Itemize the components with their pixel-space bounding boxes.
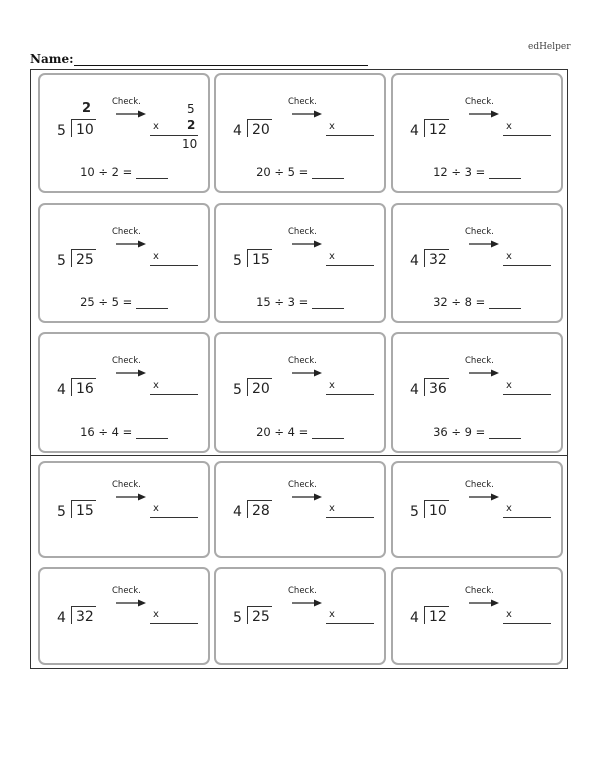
problem-card [38, 73, 210, 193]
check-arrow-icon [292, 240, 322, 248]
check-arrow-icon [116, 110, 146, 118]
check-result: 10 [182, 137, 198, 151]
times-sign: x [153, 503, 159, 514]
check-answer-line[interactable] [503, 135, 551, 136]
dividend: 36 [424, 378, 449, 396]
check-label: Check. [288, 356, 317, 366]
divisor: 5 [233, 253, 242, 269]
answer-blank[interactable] [312, 438, 344, 439]
check-label: Check. [465, 480, 494, 490]
name-input-line[interactable] [74, 65, 368, 66]
check-label: Check. [112, 227, 141, 237]
check-arrow-icon [292, 493, 322, 501]
check-answer-line[interactable] [503, 517, 551, 518]
equation-text: 20 ÷ 4 = [256, 425, 309, 439]
times-sign: x [153, 609, 159, 620]
divisor: 4 [57, 610, 66, 626]
check-label: Check. [465, 97, 494, 107]
times-sign: x [153, 380, 159, 391]
check-answer-line[interactable] [503, 394, 551, 395]
times-sign: x [329, 380, 335, 391]
check-answer-line[interactable] [326, 265, 374, 266]
equation-text: 16 ÷ 4 = [80, 425, 133, 439]
divisor: 5 [410, 504, 419, 520]
divisor: 5 [57, 504, 66, 520]
divisor: 4 [410, 123, 419, 139]
brand-label: edHelper [528, 42, 571, 52]
dividend: 28 [247, 500, 272, 518]
problem-card [38, 567, 210, 665]
divisor: 4 [57, 382, 66, 398]
equation-text: 20 ÷ 5 = [256, 165, 309, 179]
dividend: 15 [247, 249, 272, 267]
dividend: 25 [71, 249, 96, 267]
divisor: 4 [233, 123, 242, 139]
check-label: Check. [288, 480, 317, 490]
check-label: Check. [112, 97, 141, 107]
division-equation [393, 297, 561, 309]
times-sign: x [506, 121, 512, 132]
times-sign: x [506, 609, 512, 620]
check-label: Check. [465, 586, 494, 596]
check-answer-line[interactable] [326, 394, 374, 395]
section-divider [30, 455, 568, 456]
equation-text: 25 ÷ 5 = [80, 295, 133, 309]
check-arrow-icon [469, 599, 499, 607]
divisor: 5 [233, 382, 242, 398]
divisor: 5 [57, 123, 66, 139]
division-equation [40, 427, 208, 439]
division-equation [393, 167, 561, 179]
problem-card [38, 332, 210, 453]
division-equation [216, 167, 384, 179]
dividend: 32 [424, 249, 449, 267]
dividend: 16 [71, 378, 96, 396]
equation-text: 10 ÷ 2 = [80, 165, 133, 179]
check-answer-line[interactable] [150, 135, 198, 136]
division-equation [40, 297, 208, 309]
times-sign: x [153, 121, 159, 132]
check-arrow-icon [116, 240, 146, 248]
divisor: 4 [233, 504, 242, 520]
answer-blank[interactable] [136, 308, 168, 309]
check-label: Check. [112, 586, 141, 596]
check-label: Check. [288, 97, 317, 107]
check-answer-line[interactable] [503, 265, 551, 266]
problem-card [38, 461, 210, 558]
division-equation [40, 167, 208, 179]
times-sign: x [506, 503, 512, 514]
check-arrow-icon [116, 599, 146, 607]
divisor: 4 [410, 382, 419, 398]
problem-card [391, 203, 563, 323]
divisor: 4 [410, 610, 419, 626]
check-arrow-icon [116, 493, 146, 501]
times-sign: x [329, 121, 335, 132]
problem-card [214, 567, 386, 665]
dividend: 20 [247, 119, 272, 137]
check-arrow-icon [116, 369, 146, 377]
check-arrow-icon [469, 110, 499, 118]
answer-blank[interactable] [489, 308, 521, 309]
division-equation [216, 427, 384, 439]
dividend: 15 [71, 500, 96, 518]
problem-card [38, 203, 210, 323]
answer-blank[interactable] [489, 438, 521, 439]
problem-card [214, 73, 386, 193]
check-arrow-icon [469, 240, 499, 248]
check-arrow-icon [469, 369, 499, 377]
name-label: Name: [30, 52, 74, 66]
check-label: Check. [465, 227, 494, 237]
equation-text: 32 ÷ 8 = [433, 295, 486, 309]
times-sign: x [329, 251, 335, 262]
check-answer-line[interactable] [326, 623, 374, 624]
dividend: 20 [247, 378, 272, 396]
dividend: 10 [424, 500, 449, 518]
answer-blank[interactable] [489, 178, 521, 179]
check-label: Check. [112, 480, 141, 490]
check-arrow-icon [469, 493, 499, 501]
check-multiplier: 2 [187, 118, 196, 132]
answer-blank[interactable] [136, 438, 168, 439]
check-answer-line[interactable] [150, 517, 198, 518]
check-arrow-icon [292, 110, 322, 118]
answer-blank[interactable] [312, 308, 344, 309]
check-label: Check. [465, 356, 494, 366]
check-answer-line[interactable] [150, 394, 198, 395]
problem-card [214, 461, 386, 558]
dividend: 12 [424, 119, 449, 137]
division-equation [216, 297, 384, 309]
dividend: 25 [247, 606, 272, 624]
answer-blank[interactable] [312, 178, 344, 179]
problem-card [391, 461, 563, 558]
times-sign: x [153, 251, 159, 262]
check-label: Check. [288, 586, 317, 596]
problem-card [391, 332, 563, 453]
problem-card [391, 73, 563, 193]
times-sign: x [329, 609, 335, 620]
problem-card [214, 203, 386, 323]
check-answer-line[interactable] [326, 517, 374, 518]
equation-text: 12 ÷ 3 = [433, 165, 486, 179]
times-sign: x [506, 251, 512, 262]
check-arrow-icon [292, 599, 322, 607]
times-sign: x [329, 503, 335, 514]
check-answer-line[interactable] [150, 623, 198, 624]
divisor: 4 [410, 253, 419, 269]
times-sign: x [506, 380, 512, 391]
division-equation [393, 427, 561, 439]
equation-text: 15 ÷ 3 = [256, 295, 309, 309]
equation-text: 36 ÷ 9 = [433, 425, 486, 439]
divisor: 5 [233, 610, 242, 626]
dividend: 10 [71, 119, 96, 137]
check-arrow-icon [292, 369, 322, 377]
quotient: 2 [82, 101, 92, 116]
check-label: Check. [112, 356, 141, 366]
check-answer-line[interactable] [503, 623, 551, 624]
dividend: 12 [424, 606, 449, 624]
check-answer-line[interactable] [150, 265, 198, 266]
check-answer-line[interactable] [326, 135, 374, 136]
divisor: 5 [57, 253, 66, 269]
check-top-number: 5 [187, 102, 195, 116]
answer-blank[interactable] [136, 178, 168, 179]
dividend: 32 [71, 606, 96, 624]
problem-card [391, 567, 563, 665]
check-label: Check. [288, 227, 317, 237]
problem-card [214, 332, 386, 453]
